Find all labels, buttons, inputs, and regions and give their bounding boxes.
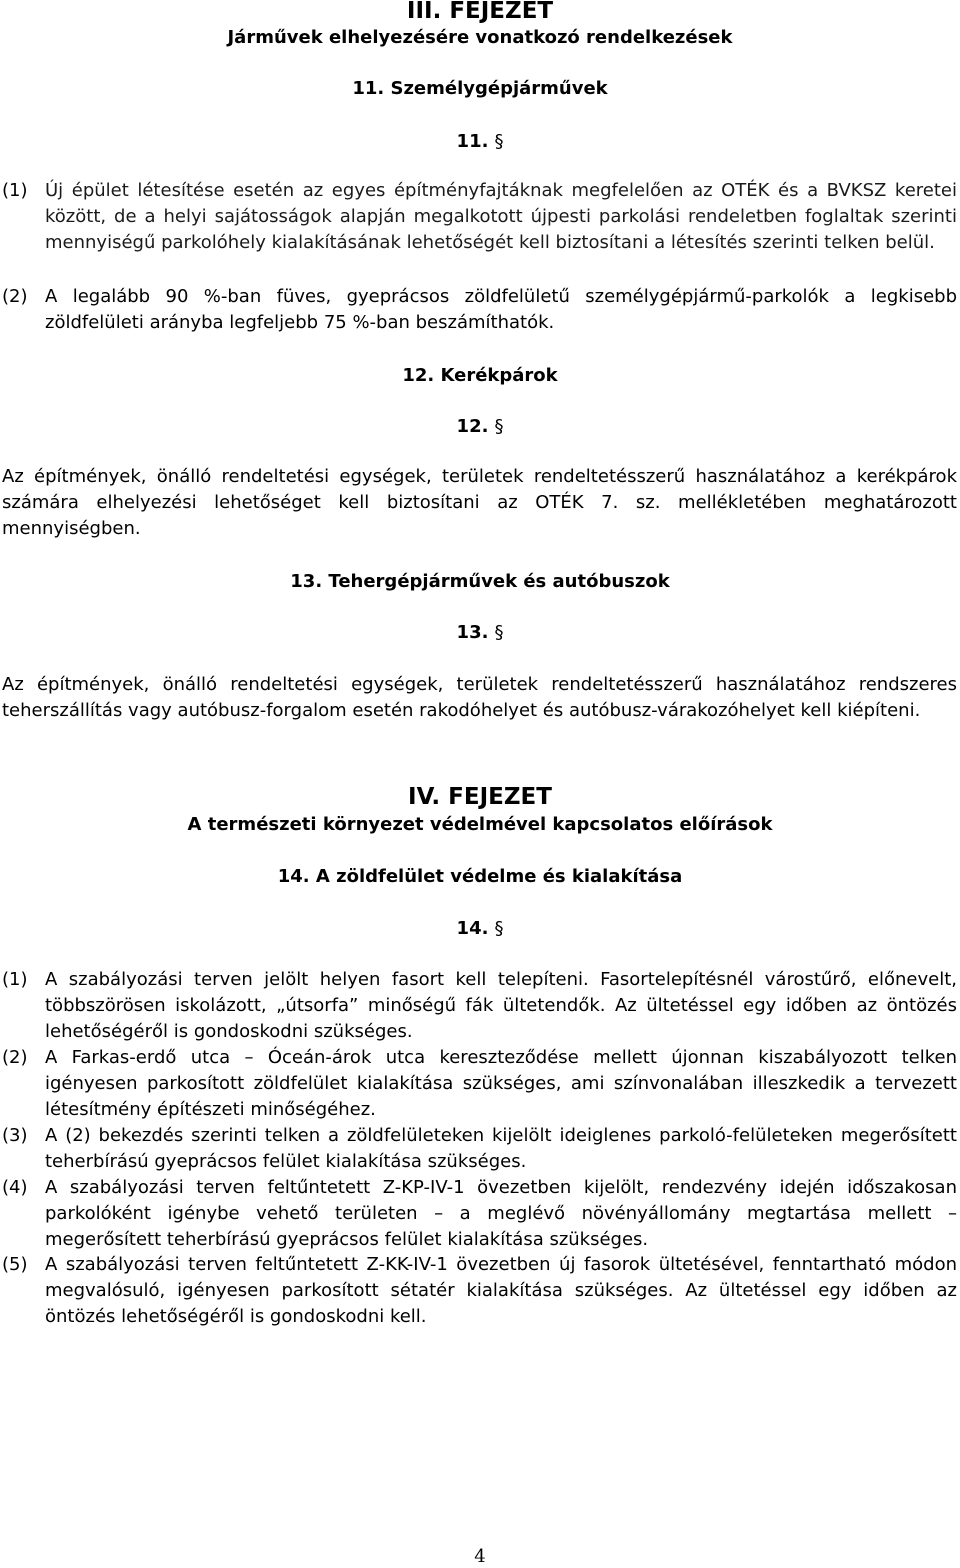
- item-text: A (2) bekezdés szerinti telken a zöldfelületeken kijelölt ideiglenes parkoló-felületeken megerősített teherbírású gyeprácsos felület kialakítása szükséges.: [45, 1125, 957, 1173]
- section-title: 13. Tehergépjárművek és autóbuszok: [290, 571, 670, 592]
- item-number: (1): [2, 180, 28, 201]
- paragraph-heading: [0, 621, 960, 645]
- section-sign: §: [494, 416, 504, 437]
- item-text: A szabályozási terven jelölt helyen fasort kell telepíteni. Fasortelepítésnél várostűrő, előnevelt, többszörösen iskolázott, „útsorfa” minőségű fák ültetendők. Az ültetéssel egy időben az öntözés lehetőségéről is gondoskodni szükséges.: [45, 969, 957, 1043]
- chapter-title: Járművek elhelyezésére vonatkozó rendelkezések: [227, 27, 733, 48]
- item-text: A Farkas-erdő utca – Óceán-árok utca kereszteződése mellett újonnan kiszabályozott telken igényesen parkosított zöldfelület kialakítása szükséges, ami színvonalában illeszkedik a tervezett létesítmény építészeti minőségéhez.: [45, 1047, 957, 1121]
- item-number: (2): [2, 1047, 28, 1068]
- item-text: A szabályozási terven feltűntetett Z-KK-IV-1 övezetben új fasorok ültetésével, fenntartható módon megvalósuló, igényesen parkosított sétatér kialakítása szükséges. Az ültetéssel egy időben az öntözés lehetőségéről is gondoskodni kell.: [45, 1254, 957, 1328]
- paragraph-heading: [0, 415, 960, 439]
- item-number: (4): [2, 1177, 28, 1198]
- item-number: (1): [2, 969, 28, 990]
- paragraph-number: 11.: [456, 131, 489, 152]
- paragraph-number: 12.: [456, 416, 489, 437]
- page-number: 4: [474, 1546, 486, 1567]
- item-text: A legalább 90 %-ban füves, gyeprácsos zöldfelületű személygépjármű-parkolók a legkisebb zöldfelületi arányba legfeljebb 75 %-ban beszámíthatók.: [45, 286, 957, 334]
- section-sign: §: [494, 622, 504, 643]
- section-title: 11. Személygépjárművek: [352, 78, 608, 99]
- section-sign: §: [494, 918, 504, 939]
- paragraph-number: 14.: [456, 918, 489, 939]
- item-text: A szabályozási terven feltűntetett Z-KP-IV-1 övezetben kijelölt, rendezvény idején időszakosan parkolóként igénybe vehető területen – a meglévő növényállomány megtartása mellett – megerősített teherbírású gyeprácsos felület kialakítása szükséges.: [45, 1177, 957, 1251]
- paragraph-text: Az építmények, önálló rendeltetési egységek, területek rendeltetésszerű használatához a kerékpárok számára elhelyezési lehetőséget kell biztosítani az OTÉK 7. sz. mellékletében meghatározott mennyiségben.: [2, 466, 957, 540]
- item-number: (5): [2, 1254, 28, 1275]
- section-title: 12. Kerékpárok: [402, 365, 558, 386]
- paragraph-heading: [0, 917, 960, 941]
- section-title: 14. A zöldfelület védelme és kialakítása: [277, 866, 683, 887]
- item-number: (2): [2, 286, 28, 307]
- chapter-number: III. FEJEZET: [406, 0, 554, 24]
- paragraph-text: Az építmények, önálló rendeltetési egységek, területek rendeltetésszerű használatához rendszeres teherszállítás vagy autóbusz-forgalom esetén rakodóhelyet és autóbusz-várakozóhelyet kell kiépíteni.: [2, 674, 957, 722]
- paragraph-number: 13.: [456, 622, 489, 643]
- item-number: (3): [2, 1125, 28, 1146]
- chapter-number: IV. FEJEZET: [408, 784, 552, 810]
- item-text: Új épület létesítése esetén az egyes építményfajtáknak megfelelően az OTÉK és a BVKSZ keretei között, de a helyi sajátosságok alapján megalkotott újpesti parkolási rendeletben foglaltak szerinti mennyiségű parkolóhely kialakításának lehetőségét kell biztosítani a létesítés szerinti telken belül.: [45, 180, 957, 254]
- chapter-title: A természeti környezet védelmével kapcsolatos előírások: [187, 814, 773, 835]
- section-sign: §: [494, 131, 504, 152]
- paragraph-heading: [0, 130, 960, 154]
